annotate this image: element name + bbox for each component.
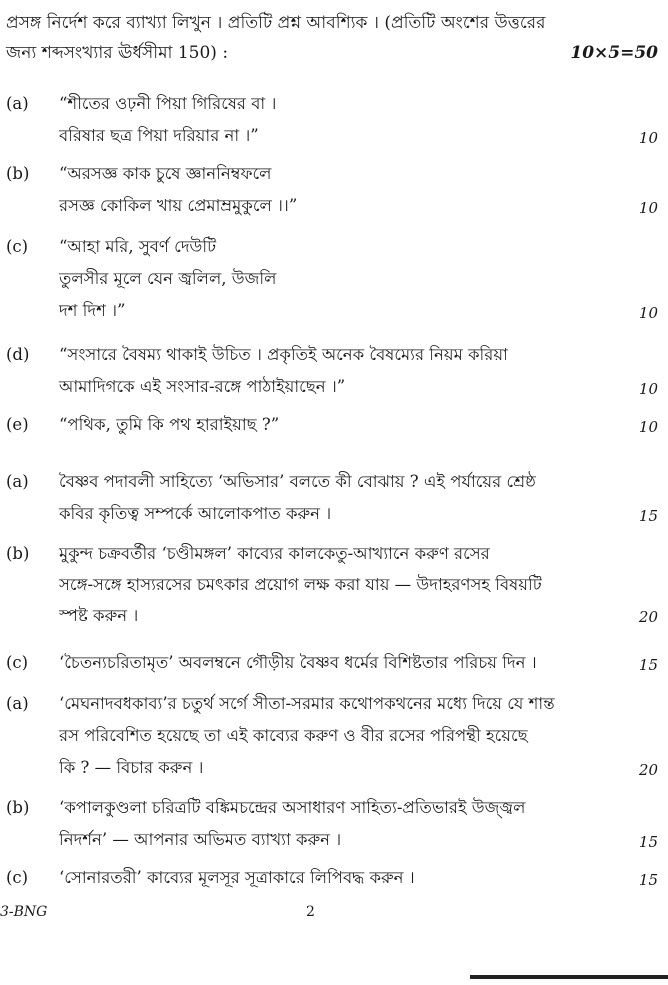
question-marks: 10 (638, 380, 658, 398)
instruction-line-1: প্রসঙ্গ নির্দেশ করে ব্যাখ্যা লিখুন । প্রতিটি প্রশ্ন আবশ্যিক । (প্রতিটি অংশের উত্তরের (6, 13, 546, 33)
question-text-line: ‘সোনারতরী’ কাব্যের মূলসূর সূত্রাকারে লিপিবদ্ধ করুন । (59, 868, 415, 887)
instruction-line-2-row (6, 38, 658, 68)
question-text-line: “আহা মরি, সুবর্ণ দেউটি (59, 237, 217, 256)
page-number: 2 (306, 904, 315, 920)
question-marks: 15 (638, 833, 658, 851)
question-text-line: স্পষ্ট করুন । (59, 606, 139, 625)
question-item (6, 862, 658, 894)
question-text-line: ‘মেঘনাদবধকাব্য’র চতুর্থ সর্গে সীতা-সরমার কথোপকথনের মধ্যে দিয়ে যে শান্ত (59, 694, 555, 713)
question-item (6, 688, 658, 784)
question-item (6, 339, 658, 403)
question-text (59, 647, 619, 679)
question-marks: 15 (638, 656, 658, 674)
question-text-line: ‘কপালকুণ্ডলা চরিত্রটি বঙ্কিমচন্দ্রের অসাধারণ সাহিত্য-প্রতিভারই উজ্জ্বল (59, 798, 526, 817)
question-text-line: কবির কৃতিত্ব সম্পর্কে আলোকপাত করুন । (59, 504, 332, 523)
question-text-line: “শীতের ওঢ়নী পিয়া গিরিষের বা । (59, 94, 277, 113)
question-item (6, 466, 658, 530)
question-item (6, 88, 658, 152)
question-label: (a) (6, 472, 29, 491)
question-label: (a) (6, 94, 29, 113)
question-label: (c) (6, 868, 29, 887)
question-item (6, 538, 658, 631)
question-text-line: ‘চৈতন্যচরিতামৃত’ অবলম্বনে গৌড়ীয় বৈষ্ণব ধর্মের বিশিষ্টতার পরিচয় দিন । (59, 653, 537, 672)
question-text-line: বরিষার ছত্র পিয়া দরিয়ার না ।” (59, 126, 259, 145)
question-item (6, 792, 658, 856)
question-text (59, 409, 619, 441)
question-label: (c) (6, 653, 29, 672)
question-marks: 10 (638, 304, 658, 322)
question-text (59, 339, 619, 403)
question-item (6, 409, 658, 441)
question-marks: 20 (638, 608, 658, 626)
question-text (59, 538, 619, 631)
question-label: (a) (6, 694, 29, 713)
question-label: (e) (6, 415, 29, 434)
question-text-line: সঙ্গে-সঙ্গে হাস্যরসের চমৎকার প্রয়োগ লক্ষ করা যায় — উদাহরণসহ বিষয়টি (59, 575, 542, 594)
question-label: (b) (6, 164, 30, 183)
question-text-line: কি ? — বিচার করুন । (59, 758, 204, 777)
question-text-line: তুলসীর মূলে যেন জ্বলিল, উজলি (59, 269, 277, 288)
question-marks: 15 (638, 871, 658, 889)
question-text (59, 88, 619, 152)
question-text (59, 688, 619, 784)
question-text (59, 231, 619, 327)
instruction-line-2: জন্য শব্দসংখ্যার ঊর্ধসীমা 150) : (6, 43, 229, 63)
question-item (6, 647, 658, 679)
instructions (6, 8, 658, 68)
question-label: (b) (6, 798, 30, 817)
question-text-line: রসজ্ঞ কোকিল খায় প্রেমাম্রমুকুলে ।।” (59, 196, 298, 215)
question-text-line: “অরসজ্ঞ কাক চুষে জ্ঞাননিম্বফলে (59, 164, 272, 183)
question-text-line: রস পরিবেশিত হয়েছে তা এই কাব্যের করুণ ও বীর রসের পরিপন্থী হয়েছে (59, 726, 528, 745)
question-label: (c) (6, 237, 29, 256)
question-text (59, 792, 619, 856)
question-text-line: “পথিক, তুমি কি পথ হারাইয়াছ ?” (59, 415, 280, 434)
question-label: (d) (6, 345, 30, 364)
paper-code: 3-BNG (0, 904, 48, 920)
question-label: (b) (6, 544, 30, 563)
question-item (6, 158, 658, 222)
question-text-line: আমাদিগকে এই সংসার-রঙ্গে পাঠাইয়াছেন ।” (59, 377, 346, 396)
question-text-line: “সংসারে বৈষম্য থাকাই উচিত । প্রকৃতিই অনেক বৈষম্যের নিয়ম করিয়া (59, 345, 508, 364)
question-marks: 15 (638, 507, 658, 525)
question-marks: 10 (638, 418, 658, 436)
question-text-line: নিদর্শন’ — আপনার অভিমত ব্যাখ্যা করুন । (59, 830, 342, 849)
question-marks: 10 (638, 129, 658, 147)
total-marks: 10×5=50 (570, 43, 658, 63)
question-text-line: মুকুন্দ চক্রবর্তীর ‘চণ্ডীমঙ্গল’ কাব্যের কালকেতু-আখ্যানে করুণ রসের (59, 544, 490, 563)
question-marks: 10 (638, 199, 658, 217)
question-text-line: বৈষ্ণব পদাবলী সাহিত্যে ‘অভিসার’ বলতে কী বোঝায় ? এই পর্যায়ের শ্রেষ্ঠ (59, 472, 536, 491)
question-text (59, 862, 619, 894)
question-text (59, 466, 619, 530)
question-marks: 20 (638, 761, 658, 779)
question-item (6, 231, 658, 327)
question-text-line: দশ দিশ ।” (59, 301, 126, 320)
question-text (59, 158, 619, 222)
scan-edge-line (470, 975, 668, 979)
